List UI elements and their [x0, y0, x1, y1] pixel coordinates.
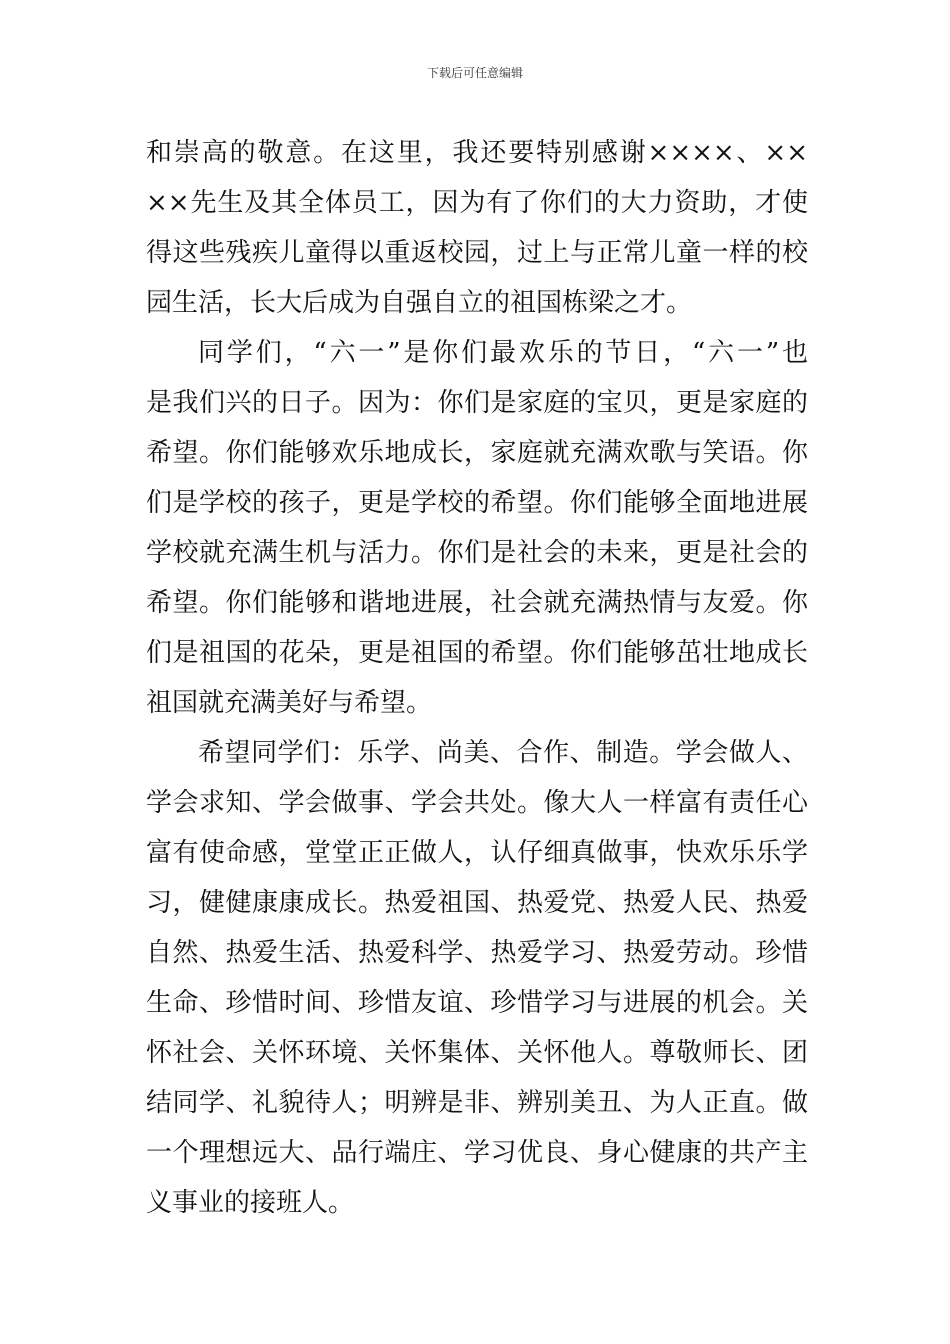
- text-line: 是我们兴的日子。因为：你们是家庭的宝贝，更是家庭的: [146, 388, 808, 418]
- page-header: 下载后可任意编辑: [426, 66, 523, 80]
- text-line: 们是学校的孩子，更是学校的希望。你们能够全面地进展: [146, 488, 808, 518]
- text-line: 结同学、礼貌待人；明辨是非、辨别美丑、为人正直。做: [146, 1088, 808, 1118]
- paragraph-3: [146, 728, 808, 1228]
- paragraph-2: [146, 328, 808, 728]
- text-line: 同学们，“六一”是你们最欢乐的节日，“六一”也: [198, 338, 808, 368]
- text-line: 生命、珍惜时间、珍惜友谊、珍惜学习与进展的机会。关: [146, 988, 808, 1018]
- text-line: 们是祖国的花朵，更是祖国的希望。你们能够茁壮地成长: [146, 638, 808, 668]
- text-line: 怀社会、关怀环境、关怀集体、关怀他人。尊敬师长、团: [146, 1038, 808, 1068]
- paragraph-1: [146, 128, 808, 328]
- text-line: ××先生及其全体员工，因为有了你们的大力资助，才使: [146, 188, 808, 218]
- text-line: 自然、热爱生活、热爱科学、热爱学习、热爱劳动。珍惜: [146, 938, 808, 968]
- text-line: 学会求知、学会做事、学会共处。像大人一样富有责任心: [146, 788, 808, 818]
- text-line: 祖国就充满美好与希望。: [146, 688, 433, 718]
- text-line: 希望。你们能够欢乐地成长，家庭就充满欢歌与笑语。你: [146, 438, 808, 468]
- text-line: 园生活，长大后成为自强自立的祖国栋梁之才。: [146, 288, 693, 318]
- text-line: 义事业的接班人。: [146, 1188, 355, 1218]
- text-line: 和崇高的敬意。在这里，我还要特别感谢××××、××: [146, 138, 808, 168]
- document-body: [146, 128, 808, 1228]
- text-line: 一个理想远大、品行端庄、学习优良、身心健康的共产主: [146, 1138, 808, 1168]
- text-line: 富有使命感，堂堂正正做人，认仔细真做事，快欢乐乐学: [146, 838, 808, 868]
- text-line: 希望。你们能够和谐地进展，社会就充满热情与友爱。你: [146, 588, 808, 618]
- text-line: 希望同学们：乐学、尚美、合作、制造。学会做人、: [198, 738, 808, 768]
- text-line: 得这些残疾儿童得以重返校园，过上与正常儿童一样的校: [146, 238, 808, 268]
- text-line: 学校就充满生机与活力。你们是社会的未来，更是社会的: [146, 538, 808, 568]
- text-line: 习，健健康康成长。热爱祖国、热爱党、热爱人民、热爱: [146, 888, 808, 918]
